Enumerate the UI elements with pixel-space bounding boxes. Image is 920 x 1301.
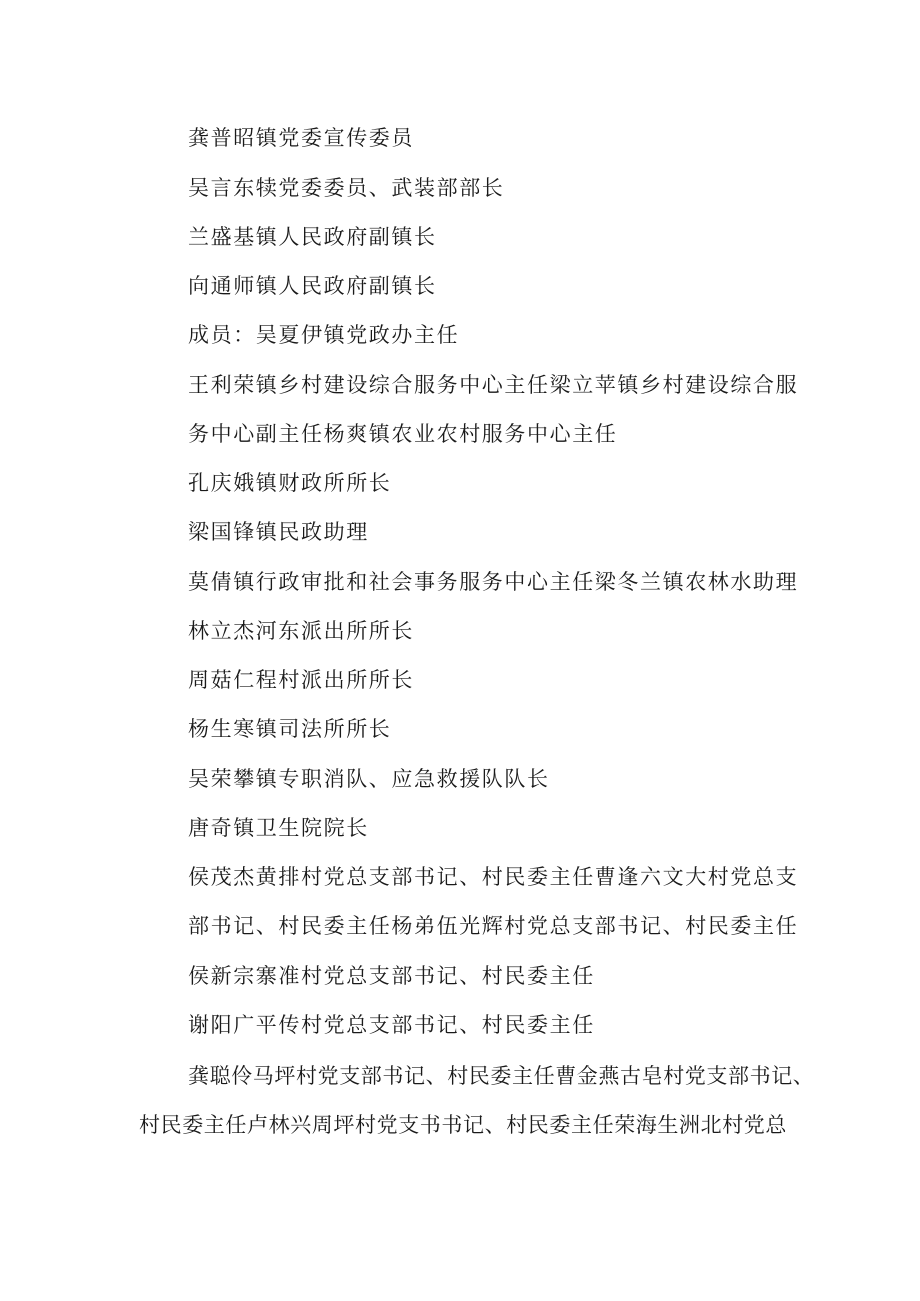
text-line-11: 林立杰河东派出所所长: [188, 619, 414, 643]
text-line-16: 侯茂杰黄排村党总支部书记、村民委主任曹逢六文大村党总支: [188, 865, 799, 889]
text-line-14: 吴荣攀镇专职消队、应急救援队队长: [188, 767, 550, 791]
text-line-3: 兰盛基镇人民政府副镇长: [188, 225, 437, 249]
text-line-15: 唐奇镇卫生院院长: [188, 816, 369, 840]
text-line-1: 龚普昭镇党委宣传委员: [188, 126, 414, 150]
text-line-17: 部书记、村民委主任杨弟伍光辉村党总支部书记、村民委主任: [188, 914, 799, 938]
text-line-10: 莫倩镇行政审批和社会事务服务中心主任梁冬兰镇农林水助理: [188, 570, 799, 594]
text-line-4: 向通师镇人民政府副镇长: [188, 274, 437, 298]
text-line-7: 务中心副主任杨爽镇农业农村服务中心主任: [188, 422, 618, 446]
text-line-12: 周菇仁程村派出所所长: [188, 668, 414, 692]
text-line-18: 侯新宗寨准村党总支部书记、村民委主任: [188, 964, 595, 988]
text-line-21: 村民委主任卢林兴周坪村党支书书记、村民委主任荣海生洲北村党总: [139, 1113, 787, 1137]
text-line-20: 龚聪伶马坪村党支部书记、村民委主任曹金燕古皂村党支部书记、: [188, 1064, 815, 1088]
text-line-2: 吴言东犊党委委员、武装部部长: [188, 176, 505, 200]
text-line-9: 梁国锋镇民政助理: [188, 520, 369, 544]
text-line-8: 孔庆娥镇财政所所长: [188, 471, 392, 495]
text-line-19: 谢阳广平传村党总支部书记、村民委主任: [188, 1013, 595, 1037]
text-line-5: 成员：吴夏伊镇党政办主任: [188, 323, 460, 347]
text-line-6: 王利荣镇乡村建设综合服务中心主任梁立苹镇乡村建设综合服: [188, 373, 799, 397]
text-line-13: 杨生寒镇司法所所长: [188, 717, 392, 741]
